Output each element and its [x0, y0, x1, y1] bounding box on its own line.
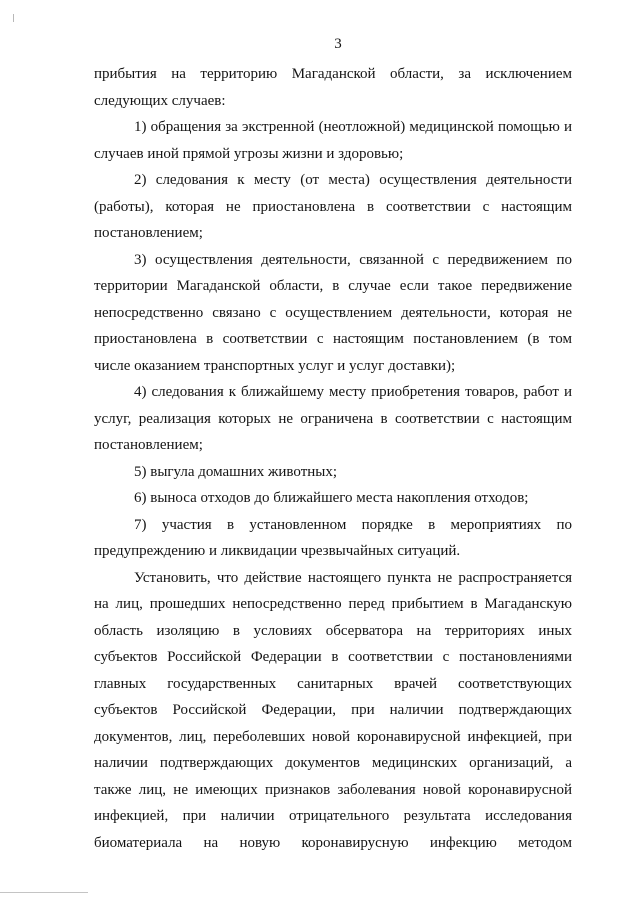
text-line: непосредственно связано с осуществлением деятельности, которая не [94, 304, 572, 321]
text-line: Установить, что действие настоящего пункта не распространяется [134, 569, 572, 586]
text-line: постановлением; [94, 225, 203, 241]
footer-rule [0, 892, 88, 893]
text-line: случаев иной прямой угрозы жизни и здоровью; [94, 145, 404, 162]
scan-margin-mark [13, 14, 14, 22]
text-line: 3) осуществления деятельности, связанной с передвижением по [134, 251, 572, 268]
text-line: также лиц, не имеющих признаков заболевания новой коронавирусной [94, 781, 572, 798]
document-body [94, 61, 572, 856]
text-line: предупреждению и ликвидации чрезвычайных ситуаций. [94, 543, 461, 559]
text-line: 4) следования к ближайшему месту приобретения товаров, работ и [134, 384, 572, 400]
text-line: субъектов Российской Федерации, при наличии подтверждающих [94, 702, 572, 718]
text-line: постановлением; [94, 437, 203, 453]
text-line: 6) выноса отходов до ближайшего места накопления отходов; [134, 490, 529, 506]
text-line: на лиц, прошедших непосредственно перед прибытием в Магаданскую [94, 596, 572, 612]
text-line: документов, лиц, переболевших новой коронавирусной инфекцией, при [94, 728, 572, 745]
text-line: 2) следования к месту (от места) осуществления деятельности [134, 172, 572, 188]
text-line: территории Магаданской области, в случае если такое передвижение [94, 278, 572, 294]
text-line: биоматериала на новую коронавирусную инфекцию методом [94, 834, 572, 851]
text-line: прибытия на территорию Магаданской области, за исключением [94, 66, 572, 82]
text-line: 5) выгула домашних животных; [134, 463, 338, 480]
text-line: 1) обращения за экстренной (неотложной) медицинской помощью и [134, 119, 572, 135]
text-line: числе оказанием транспортных услуг и услуг доставки); [94, 357, 456, 374]
text-line: инфекцией, при наличии отрицательного результата исследования [94, 808, 572, 824]
text-line: субъектов Российской Федерации в соответствии с постановлениями [94, 649, 572, 665]
text-line: 7) участия в установленном порядке в мероприятиях по [134, 516, 572, 533]
text-line: наличии подтверждающих документов медицинских организаций, а [94, 755, 572, 771]
page-number: 3 [334, 36, 342, 52]
text-line: область изоляцию в условиях обсерватора на территориях иных [94, 622, 572, 639]
text-line: главных государственных санитарных врачей соответствующих [94, 675, 572, 692]
text-line: услуг, реализация которых не ограничена в соответствии с настоящим [94, 410, 572, 427]
text-line: (работы), которая не приостановлена в соответствии с настоящим [94, 198, 572, 215]
text-line: приостановлена в соответствии с настоящим постановлением (в том [94, 331, 572, 347]
text-line: следующих случаев: [94, 92, 226, 109]
